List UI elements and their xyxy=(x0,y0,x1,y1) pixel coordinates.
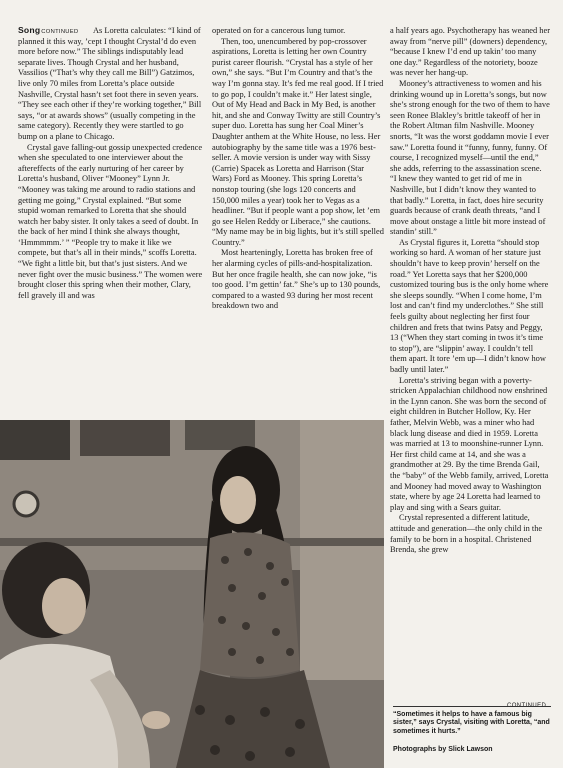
paragraph: Crystal represented a different latitude, attitude and generation—the only child in the family to be born in a hospital. Christened Brenda, she grew xyxy=(390,513,543,555)
paragraph: Loretta’s striving began with a poverty-stricken Appalachian childhood now enshrined in the Lynn canon. She was born the second of eight children in Butcher Hollow, Ky. Her father, Melvin Webb, was a miner who had black lung disease and died in 1959. Loretta was married at 13 to moonshine-runner Lynn. Her first child came at 14, and she was a grandmother at 29. By the time Brenda Gail, the “baby” of the Webb family, arrived, Loretta and Mooney had moved away to Washington state, where by age 24 Loretta had learned to play and sing with a Sears guitar. xyxy=(390,375,549,512)
photo-illustration xyxy=(0,420,384,768)
continued-label: CONTINUED xyxy=(507,703,547,709)
sisters-photo xyxy=(0,420,384,768)
paragraph: operated on for a cancerous lung tumor. xyxy=(212,26,346,35)
paragraph: Most hearteningly, Loretta has broken free of her alarming cycles of pills-and-hospitalization. But her once fragile health, she can now joke, “is too good. I’m gettin’ fat.” She’s up to 130 pounds, compared to a wasted 93 during her most recent breakdown two and xyxy=(212,248,381,311)
paragraph: As Crystal figures it, Loretta “should stop working so hard. A woman of her stature just shouldn’t have to keep provin’ herself on the road.” Yet Loretta says that her $200,000 customized touring bus is the only home where she sleeps soundly. “When I come home, I’m lost and can’t find my underclothes.” She still feels guilty about neglecting her first four children and frets that twins Patsy and Peggy, 13 (“When they start coming in twos it’s time to stop”), are “slippin’ away. I couldn’t tell them apart. It tore ’em up—I didn’t know how badly until later.” xyxy=(390,237,549,374)
paragraph: Mooney’s attractiveness to women and his drinking wound up in Loretta’s songs, but now she’s strong enough for the two of them to have seen Ronee Blakley’s brittle takeoff of her in the Robert Altman film Nashville. Mooney snorts, “It was the worst goddamn movie I ever saw.” Loretta found it “funny, funny, funny. Of course, I recognized myself—until the end,” she adds, referring to the assassination scene. “I knew they wanted to get rid of me in Nashville, but I didn’t know they wanted to that badly.” Loretta, in fact, does hire security guards because of crank death threats, “and I move about onstage a little bit more instead of standin’ still.” xyxy=(390,78,550,237)
article-column-3 xyxy=(390,26,550,728)
paragraph: Then, too, unencumbered by pop-crossover aspirations, Loretta is letting her own Country purist career flourish. “Crystal has a style of her own,” she says. “But I’m Country and that’s the way I’m gonna stay. It’s fed me real good. If I tried to go pop, I couldn’t make it.” Her latest single, Out of My Head and Back in My Bed, is another hit, and she and Conway Twitty are still Country’s super duo. Loretta has sung her Coal Miner’s Daughter anthem at the White House, no less. Her autobiography by the same title was a 1976 best-seller. A movie version is under way with Sissy (Carrie) Spacek as Loretta and Harrison (Star Wars) Ford as Mooney. This spring Loretta’s nonstop touring (she logs 120 concerts and 150,000 miles a year) took her to Vegas as a headliner. “But if people want a pop show, let ’em go see Helen Reddy or Liberace,” she cautions. “My name may be in big lights, but it’s still spelled Country.” xyxy=(212,36,384,247)
paragraph: As Loretta calculates: “I kind of planned it this way, ’cept I thought Crystal’d do even more before now.” The siblings indisputably lead separate lives. Though Crystal and her husband, Vassilios (“That’s why they call me Bill”) Gatzimos, live only 70 miles from Loretta’s place outside Nashville, Crystal hasn’t set foot there in seven years. “They see each other if they’re working together,” Bill says, “or at awards shows” (usually competing in the same category). Recently they were startled to go bump on a plane to Chicago. xyxy=(18,26,202,141)
photo-credit: Photographs by Slick Lawson xyxy=(393,746,493,753)
photo-caption: “Sometimes it helps to have a famous big sister,” says Crystal, visiting with Loretta, “and sometimes it hurts.” xyxy=(393,711,550,735)
article-column-1 xyxy=(18,26,203,418)
section-continued-label: CONTINUED xyxy=(41,29,79,35)
article-column-2 xyxy=(212,26,384,418)
caption-divider xyxy=(393,706,551,707)
paragraph: Crystal gave falling-out gossip unexpected credence when she speculated to one interviewer about the aftereffects of the early nurturing of her career by Loretta’s husband, Oliver “Mooney” Lynn Jr. “Mooney was taking me around to radio stations and getting me going,” Crystal explained. “But some stupid woman remarked to Loretta that she should watch her baby sister. It only takes a seed of doubt. In the back of her mind I think she always thought, ‘Hmmmmm.’ ” “People try to make it like we compete, but that’s all in their minds,” scoffs Loretta. “We fight a little bit, but that’s just sisters. And we never fight over the music business.” The women were brought closer this spring when their mother, Clary, fell gravely ill and was xyxy=(18,142,203,300)
section-title: Song xyxy=(18,25,41,35)
paragraph: a half years ago. Psychotherapy has weaned her away from “nerve pill” (downers) dependency, “because I knew I’d end up takin’ too many one day.” Regardless of the notoriety, booze was never her hang-up. xyxy=(390,26,550,78)
